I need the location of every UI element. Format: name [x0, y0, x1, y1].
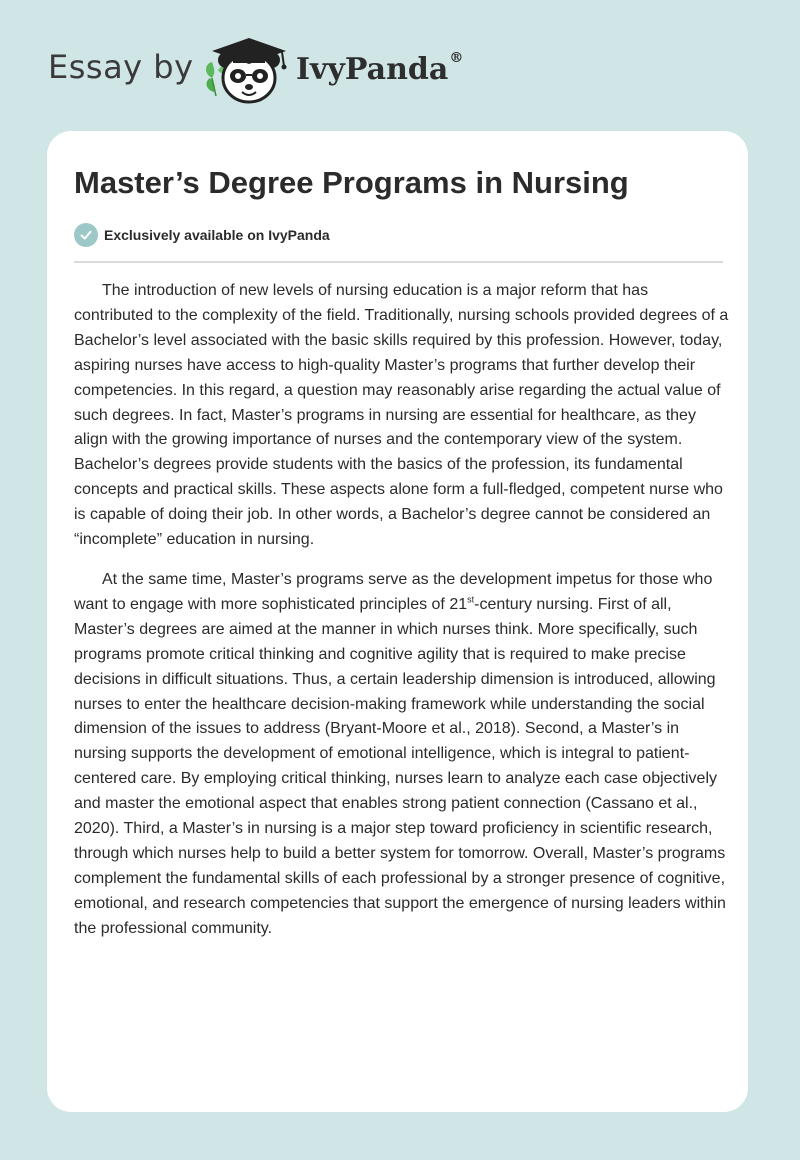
exclusive-badge [74, 223, 330, 247]
essay-by-label: Essay by [48, 48, 194, 86]
paragraph-2-text-end: -century nursing. First of all, Master’s degrees are aimed at the manner in which nurses think. More specifically, such programs promote critical thinking and cognitive agility that is required to make precise decisions in difficult situations. Thus, a certain leadership dimension is introduced, allowing nurses to enter the healthcare decision-making framework while understanding the social dimension of the issues to address (Bryant-Moore et al., 2018). Second, a Master’s in nursing supports the development of emotional intelligence, which is integral to patient-centered care. By employing critical thinking, nurses learn to analyze each case objectively and master the emotional aspect that enables strong patient connection (Cassano et al., 2020). Third, a Master’s in nursing is a major step toward proficiency in scientific research, through which nurses help to build a better system for tomorrow. Overall, Master’s programs complement the fundamental skills of each professional by a stronger presence of cognitive, emotional, and research competencies that support the emergence of nursing leaders within the professional community. [74, 595, 726, 937]
exclusive-badge-label: Exclusively available on IvyPanda [104, 227, 330, 243]
essay-title: Master’s Degree Programs in Nursing [74, 165, 629, 200]
panda-logo-icon[interactable] [202, 34, 294, 108]
ordinal-suffix: st [467, 594, 475, 605]
site-header [0, 0, 800, 130]
registered-mark: ® [449, 50, 464, 66]
paragraph-2-text-start: At the same time, Master’s programs serve as the development impetus for those who want to engage with more sophisticated principles of 21 [74, 570, 713, 613]
brand-name-text: IvyPanda [296, 52, 449, 87]
essay-body [74, 279, 729, 957]
divider [74, 261, 723, 263]
paragraph-2 [74, 568, 729, 942]
paragraph-1: The introduction of new levels of nursing education is a major reform that has contributed to the complexity of the field. Traditionally, nursing schools provided degrees of a Bachelor’s level associated with the basic skills required by this profession. However, today, aspiring nurses have access to high-quality Master’s programs that further develop their competencies. In this regard, a question may reasonably arise regarding the actual value of such degrees. In fact, Master’s programs in nursing are essential for healthcare, as they align with the growing importance of nurses and the contemporary view of the system. Bachelor’s degrees provide students with the basics of the profession, its fundamental concepts and practical skills. These aspects alone form a full-fledged, competent nurse who is capable of doing their job. In other words, a Bachelor’s degree cannot be considered an “incomplete” education in nursing. [74, 282, 729, 549]
brand-name[interactable] [296, 52, 463, 87]
essay-card [47, 131, 748, 1112]
check-icon [74, 223, 98, 247]
